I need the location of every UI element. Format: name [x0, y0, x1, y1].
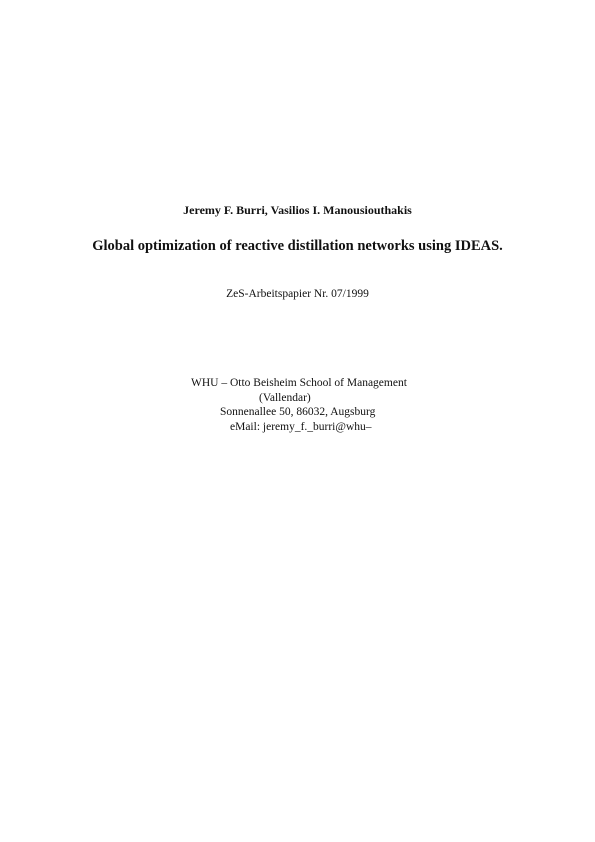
institution-name: WHU – Otto Beisheim School of Management	[191, 377, 407, 389]
institution-location: (Vallendar)	[259, 391, 311, 404]
working-paper-number: ZeS-Arbeitspapier Nr. 07/1999	[226, 288, 369, 300]
paper-title: Global optimization of reactive distillation networks using IDEAS.	[92, 238, 503, 254]
contact-email: eMail: jeremy_f._burri@whu–	[230, 420, 372, 433]
postal-address: Sonnenallee 50, 86032, Augsburg	[220, 406, 376, 419]
author-names: Jeremy F. Burri, Vasilios I. Manousiouthakis	[183, 203, 412, 217]
